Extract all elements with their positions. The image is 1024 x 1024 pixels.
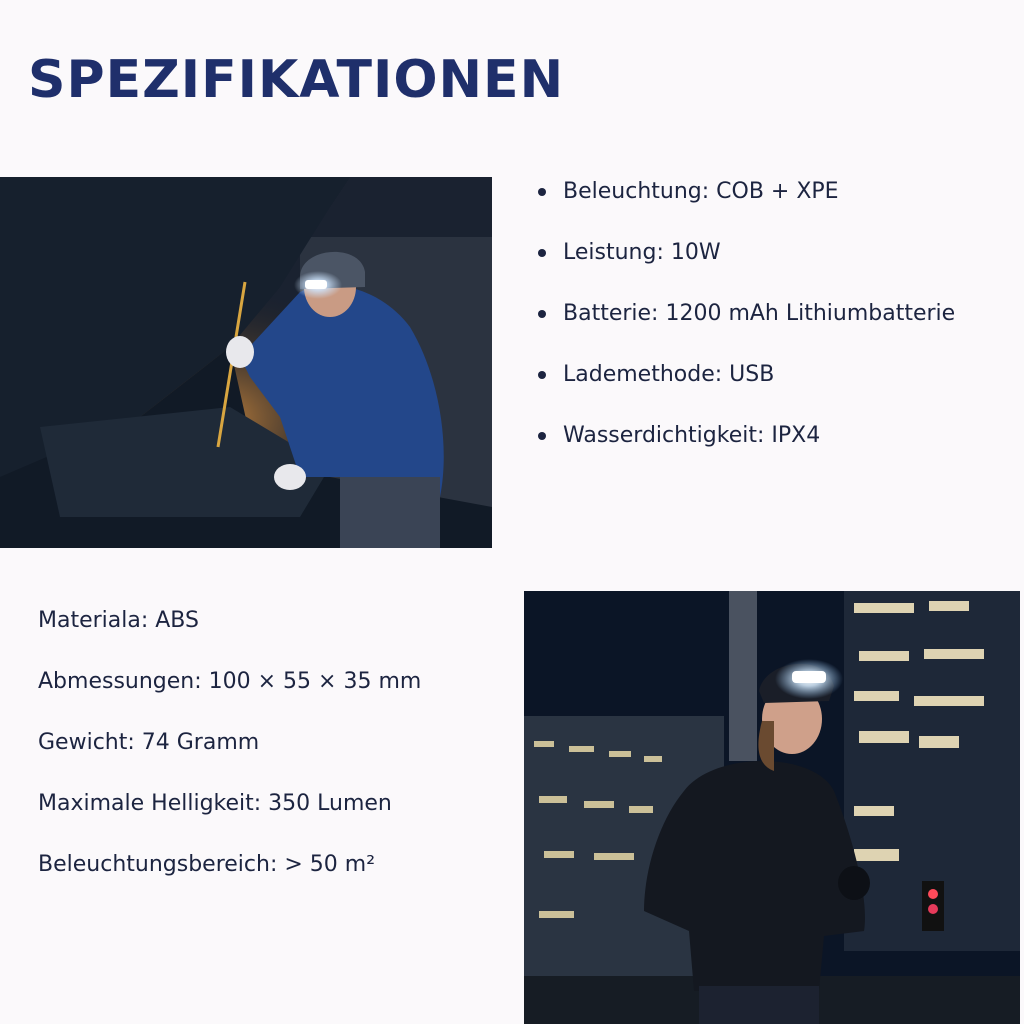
spec-item: Materiala: ABS <box>38 608 199 633</box>
spec-item: Maximale Helligkeit: 350 Lumen <box>38 791 392 816</box>
bullet-icon <box>538 188 546 196</box>
night-walk-photo <box>524 591 1020 1024</box>
bullet-icon <box>538 249 546 257</box>
spec-item: Gewicht: 74 Gramm <box>38 730 260 755</box>
bullet-icon <box>538 371 546 379</box>
feature-text: Batterie: 1200 mAh Lithiumbatterie <box>563 301 956 326</box>
mechanic-photo <box>0 177 492 548</box>
page-title: SPEZIFIKATIONEN <box>28 50 565 110</box>
feature-item <box>536 292 955 353</box>
bullet-icon <box>538 310 546 318</box>
feature-text: Beleuchtung: COB + XPE <box>563 179 839 204</box>
spec-list <box>38 600 421 905</box>
spec-item: Abmessungen: 100 × 55 × 35 mm <box>38 669 422 694</box>
feature-item <box>536 414 955 475</box>
feature-list <box>536 170 955 475</box>
bullet-icon <box>538 432 546 440</box>
feature-item <box>536 231 955 292</box>
spec-item: Beleuchtungsbereich: > 50 m² <box>38 852 376 877</box>
feature-text: Lademethode: USB <box>563 362 775 387</box>
feature-item <box>536 353 955 414</box>
feature-text: Wasserdichtigkeit: IPX4 <box>563 423 821 448</box>
feature-text: Leistung: 10W <box>563 240 721 265</box>
feature-item <box>536 170 955 231</box>
